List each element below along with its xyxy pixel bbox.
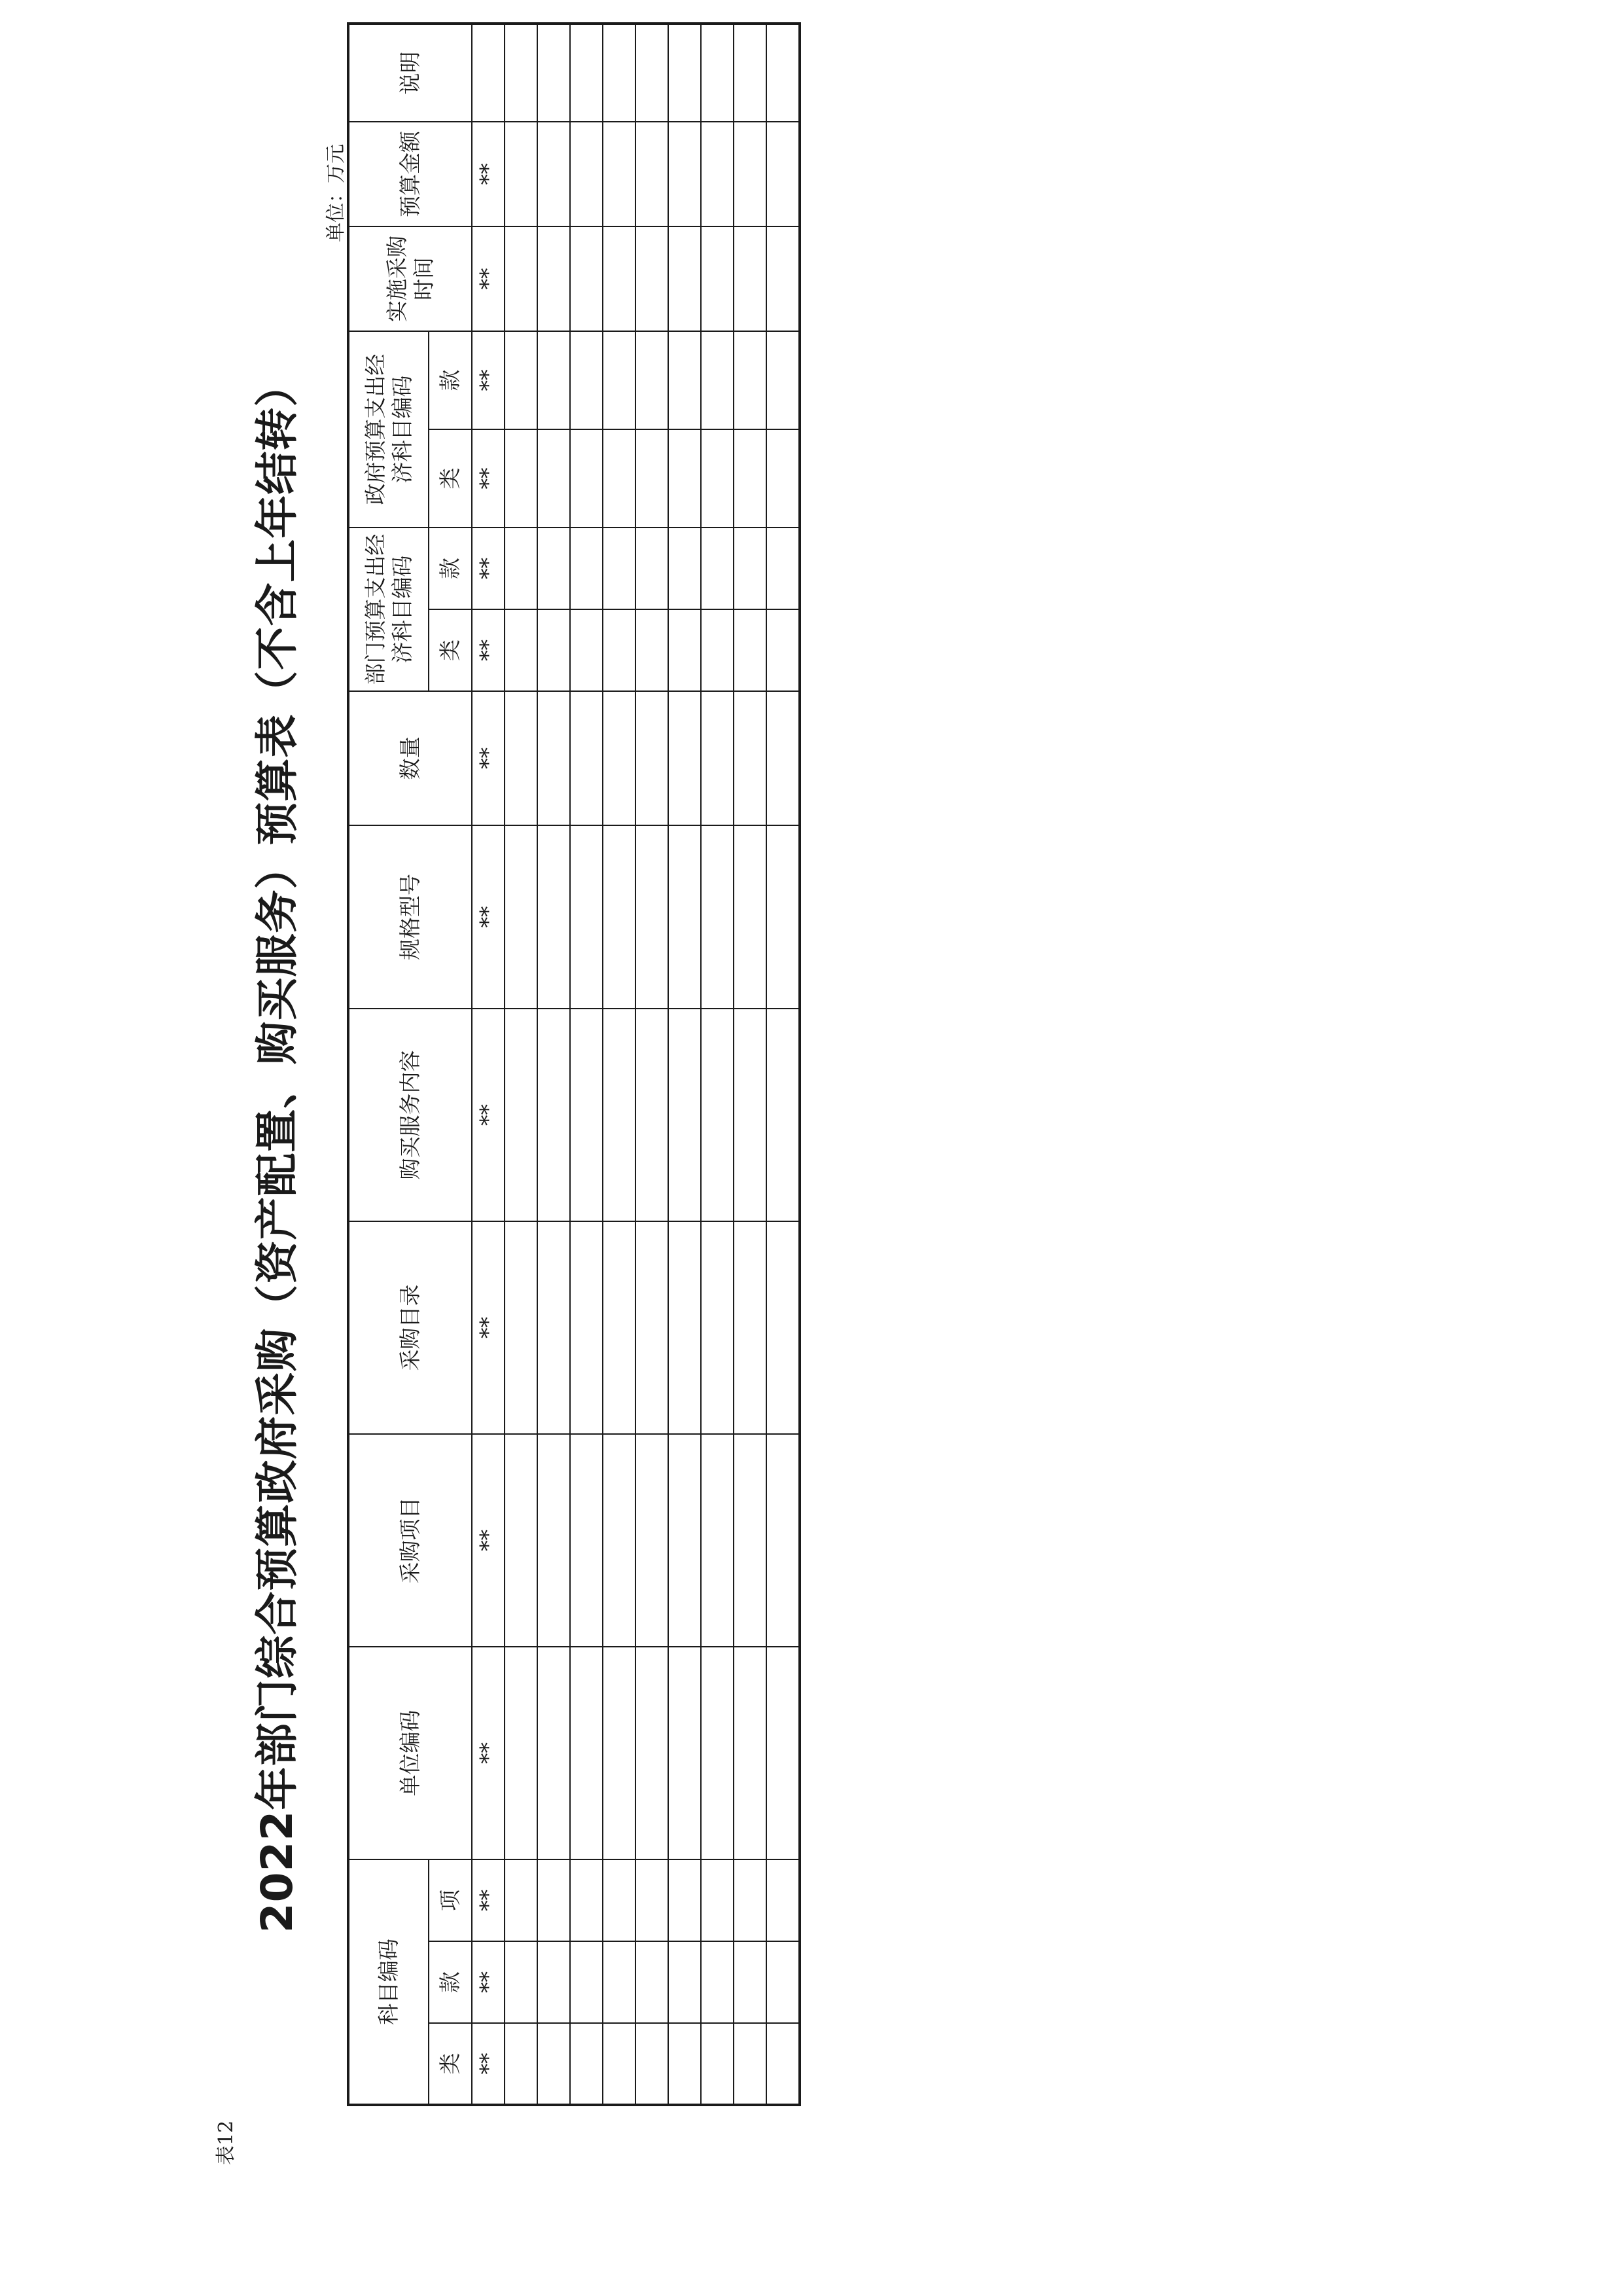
- table-cell: [505, 24, 537, 122]
- table-cell: **: [472, 609, 505, 691]
- table-cell: **: [472, 429, 505, 528]
- page-title: 2022年部门综合预算政府采购（资产配置、购买服务）预算表（不含上年结转）: [252, 363, 302, 1933]
- table-cell: [570, 691, 603, 825]
- table-cell: [734, 528, 766, 609]
- table-cell: **: [472, 1859, 505, 1941]
- table-cell: [537, 691, 570, 825]
- table-cell: [734, 825, 766, 1009]
- table-cell: [570, 825, 603, 1009]
- table-cell: [505, 1434, 537, 1647]
- table-cell: [505, 528, 537, 609]
- table-cell: [635, 1434, 668, 1647]
- table-cell: [701, 2023, 734, 2105]
- table-cell: [603, 1859, 635, 1941]
- table-cell: [701, 1009, 734, 1221]
- table-cell: [603, 1434, 635, 1647]
- table-cell: [734, 24, 766, 122]
- table-cell: [603, 609, 635, 691]
- table-cell: [537, 825, 570, 1009]
- table-cell: [635, 691, 668, 825]
- table-row: [635, 24, 668, 2105]
- header-gov-lei: 类: [429, 429, 472, 528]
- table-cell: [537, 24, 570, 122]
- table-cell: [668, 429, 701, 528]
- table-cell: [537, 122, 570, 226]
- table-cell: [505, 122, 537, 226]
- table-cell: [668, 691, 701, 825]
- table-cell: [570, 528, 603, 609]
- table-cell: **: [472, 825, 505, 1009]
- header-spec-model: 规格型号: [348, 825, 472, 1009]
- header-subject-kuan: 款: [429, 1941, 472, 2023]
- table-cell: [734, 1859, 766, 1941]
- table-cell: [701, 1434, 734, 1647]
- table-row: [603, 24, 635, 2105]
- header-purchase-item: 采购项目: [348, 1434, 472, 1647]
- table-cell: [766, 609, 800, 691]
- table-cell: [537, 226, 570, 331]
- table-cell: [701, 1941, 734, 2023]
- table-cell: [668, 331, 701, 429]
- table-cell: [668, 1859, 701, 1941]
- table-cell: [570, 1221, 603, 1434]
- table-cell: [668, 24, 701, 122]
- table-cell: [570, 1647, 603, 1859]
- header-purchase-catalog: 采购目录: [348, 1221, 472, 1434]
- header-budget-amount: 预算金额: [348, 122, 472, 226]
- table-cell: [635, 1647, 668, 1859]
- table-cell: [668, 122, 701, 226]
- table-cell: [668, 609, 701, 691]
- table-cell: [505, 226, 537, 331]
- table-cell: [603, 1941, 635, 2023]
- table-cell: [668, 2023, 701, 2105]
- table-cell: [603, 331, 635, 429]
- table-cell: [766, 1647, 800, 1859]
- table-cell: [734, 609, 766, 691]
- header-dept-econ-code-text: 部门预算支出经济科目编码: [362, 533, 415, 685]
- table-cell: [734, 429, 766, 528]
- table-cell: [505, 331, 537, 429]
- table-cell: [701, 825, 734, 1009]
- table-cell: [734, 331, 766, 429]
- table-cell: [668, 825, 701, 1009]
- header-dept-econ-code: [348, 528, 429, 691]
- table-body: [472, 24, 800, 2105]
- table-cell: [701, 331, 734, 429]
- table-cell: [537, 609, 570, 691]
- table-cell: [505, 825, 537, 1009]
- table-cell: [668, 528, 701, 609]
- header-quantity: 数量: [348, 691, 472, 825]
- table-cell: [668, 1009, 701, 1221]
- table-cell: [766, 1859, 800, 1941]
- table-cell: [701, 1859, 734, 1941]
- table-cell: [505, 1221, 537, 1434]
- table-cell: [537, 1941, 570, 2023]
- table-cell: [668, 1647, 701, 1859]
- table-cell: [734, 691, 766, 825]
- table-cell: [505, 691, 537, 825]
- table-cell: [537, 1221, 570, 1434]
- table-row: [537, 24, 570, 2105]
- table-cell: [701, 609, 734, 691]
- table-cell: [701, 1647, 734, 1859]
- table-cell: [603, 691, 635, 825]
- table-cell: [734, 1009, 766, 1221]
- table-cell: [603, 528, 635, 609]
- table-cell: [766, 226, 800, 331]
- table-cell: [635, 609, 668, 691]
- table-cell: [766, 825, 800, 1009]
- table-cell: [668, 1941, 701, 2023]
- table-cell: [603, 24, 635, 122]
- table-cell: [570, 429, 603, 528]
- table-cell: [505, 1859, 537, 1941]
- table-cell: [668, 1221, 701, 1434]
- table-cell: [766, 24, 800, 122]
- table-cell: [537, 2023, 570, 2105]
- table-cell: [635, 1221, 668, 1434]
- table-cell: [570, 122, 603, 226]
- table-cell: [570, 1009, 603, 1221]
- unit-label: 单位：万元: [325, 144, 348, 242]
- header-dept-kuan: 款: [429, 528, 472, 609]
- table-cell: [570, 1941, 603, 2023]
- table-cell: [505, 429, 537, 528]
- table-row: [472, 24, 505, 2105]
- table-cell: [635, 122, 668, 226]
- table-cell: [505, 1941, 537, 2023]
- table-cell: [766, 1221, 800, 1434]
- header-purchase-time: 实施采购时间: [348, 226, 472, 331]
- table-cell: **: [472, 1221, 505, 1434]
- table-cell: [766, 429, 800, 528]
- table-cell: [570, 1434, 603, 1647]
- table-cell: **: [472, 331, 505, 429]
- table-cell: [570, 609, 603, 691]
- table-cell: [505, 609, 537, 691]
- header-dept-lei: 类: [429, 609, 472, 691]
- table-row: [766, 24, 800, 2105]
- table-cell: [766, 691, 800, 825]
- table-cell: [734, 2023, 766, 2105]
- table-cell: [570, 226, 603, 331]
- table-cell: [537, 429, 570, 528]
- header-gov-econ-code: [348, 331, 429, 528]
- table-cell: [635, 24, 668, 122]
- header-subject-xiang: 项: [429, 1859, 472, 1941]
- table-cell: **: [472, 1434, 505, 1647]
- table-cell: **: [472, 1941, 505, 2023]
- table-cell: [734, 122, 766, 226]
- table-cell: [766, 1434, 800, 1647]
- table-cell: [766, 1009, 800, 1221]
- table-cell: [603, 1647, 635, 1859]
- table-cell: [635, 1941, 668, 2023]
- table-cell: [701, 226, 734, 331]
- table-row: [668, 24, 701, 2105]
- table-cell: **: [472, 1647, 505, 1859]
- table-cell: [537, 1859, 570, 1941]
- table-row: [505, 24, 537, 2105]
- table-cell: [635, 331, 668, 429]
- table-cell: [472, 24, 505, 122]
- table-cell: [701, 122, 734, 226]
- table-cell: [766, 528, 800, 609]
- table-row: [734, 24, 766, 2105]
- table-cell: [635, 528, 668, 609]
- table-cell: [537, 1647, 570, 1859]
- header-gov-econ-code-text: 政府预算支出经济科目编码: [362, 353, 415, 505]
- table-cell: [537, 1009, 570, 1221]
- table-cell: [701, 24, 734, 122]
- table-cell: [701, 528, 734, 609]
- header-row-1: [348, 24, 429, 2105]
- table-cell: [603, 226, 635, 331]
- header-service-content: 购买服务内容: [348, 1009, 472, 1221]
- table-cell: [668, 1434, 701, 1647]
- table-cell: [734, 1434, 766, 1647]
- table-cell: **: [472, 1009, 505, 1221]
- table-cell: [603, 429, 635, 528]
- header-remark: 说明: [348, 24, 472, 122]
- table-cell: [766, 331, 800, 429]
- table-cell: [603, 2023, 635, 2105]
- table-cell: [570, 24, 603, 122]
- table-cell: **: [472, 528, 505, 609]
- table-cell: [570, 1859, 603, 1941]
- table-cell: [505, 2023, 537, 2105]
- table-cell: [537, 528, 570, 609]
- table-cell: [635, 2023, 668, 2105]
- table-cell: **: [472, 2023, 505, 2105]
- table-cell: [537, 331, 570, 429]
- table-row: [570, 24, 603, 2105]
- table-cell: [505, 1009, 537, 1221]
- table-cell: [570, 331, 603, 429]
- table-cell: [505, 1647, 537, 1859]
- table-cell: [635, 825, 668, 1009]
- table-cell: [635, 226, 668, 331]
- table-cell: [635, 429, 668, 528]
- header-subject-code: 科目编码: [348, 1859, 429, 2105]
- header-gov-kuan: 款: [429, 331, 472, 429]
- table-cell: **: [472, 122, 505, 226]
- table-number: 表12: [215, 2120, 238, 2165]
- table-cell: [766, 2023, 800, 2105]
- table-cell: [734, 1221, 766, 1434]
- table-cell: [570, 2023, 603, 2105]
- table-cell: [734, 1941, 766, 2023]
- budget-table: [347, 22, 801, 2106]
- table-cell: [635, 1859, 668, 1941]
- table-row: [701, 24, 734, 2105]
- table-cell: [734, 226, 766, 331]
- header-unit-code: 单位编码: [348, 1647, 472, 1859]
- table-cell: [701, 429, 734, 528]
- table-cell: [668, 226, 701, 331]
- table-cell: [603, 122, 635, 226]
- table-cell: **: [472, 691, 505, 825]
- table-cell: **: [472, 226, 505, 331]
- table-cell: [701, 691, 734, 825]
- header-subject-lei: 类: [429, 2023, 472, 2105]
- table-cell: [537, 1434, 570, 1647]
- table-cell: [734, 1647, 766, 1859]
- table-cell: [603, 825, 635, 1009]
- table-cell: [766, 122, 800, 226]
- table-cell: [701, 1221, 734, 1434]
- table-cell: [766, 1941, 800, 2023]
- table-cell: [635, 1009, 668, 1221]
- table-cell: [603, 1221, 635, 1434]
- table-cell: [603, 1009, 635, 1221]
